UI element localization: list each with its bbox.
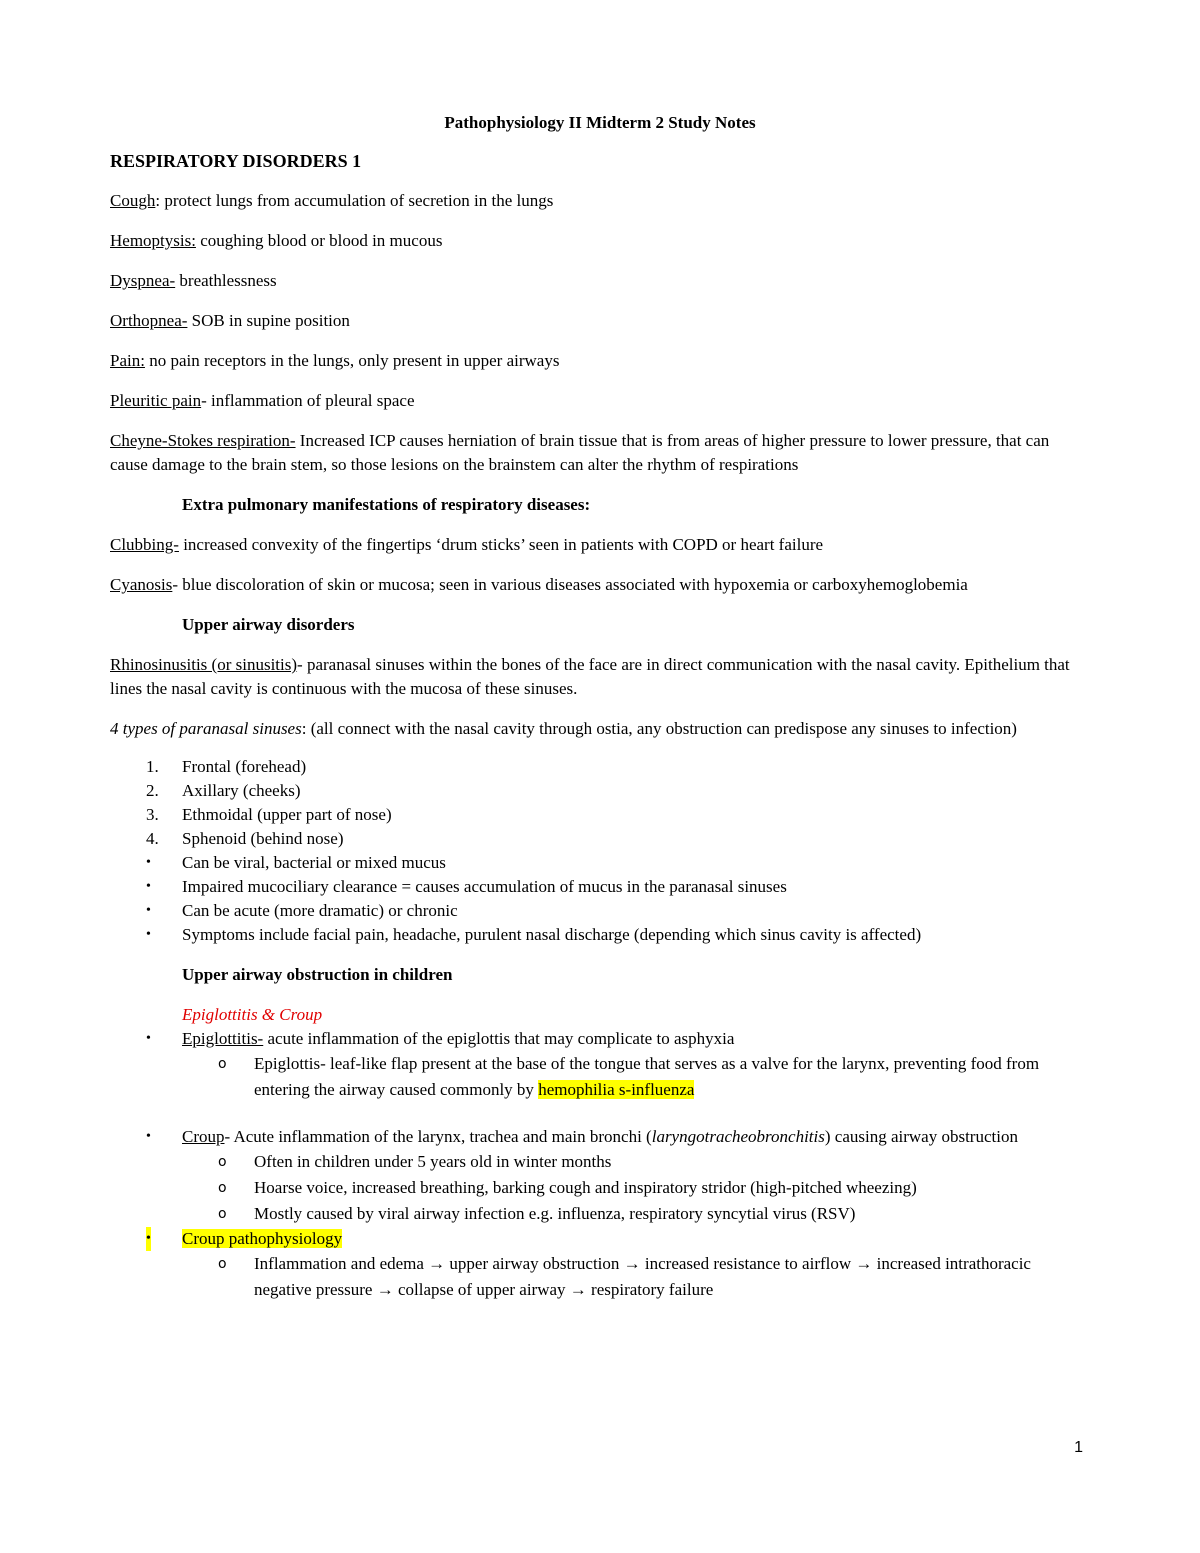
list-text: - Acute inflammation of the larynx, trachea and main bronchi ( <box>224 1127 652 1146</box>
definition-cheyne-stokes <box>110 429 1090 477</box>
list-item <box>110 923 1090 947</box>
term: Croup <box>182 1127 225 1146</box>
bullet-icon: • <box>146 1129 151 1144</box>
definition-clubbing <box>110 533 1090 557</box>
term: Pain: <box>110 351 145 370</box>
sub-list-item <box>182 1175 1090 1201</box>
italic-term: laryngotracheobronchitis <box>651 1127 825 1146</box>
definition-pleuritic-pain <box>110 389 1090 413</box>
circle-bullet-icon: o <box>218 1056 227 1072</box>
list-item <box>110 1125 1090 1227</box>
definition-cyanosis <box>110 573 1090 597</box>
definition-text: SOB in supine position <box>187 311 350 330</box>
list-text: Ethmoidal (upper part of nose) <box>182 805 392 824</box>
list-number: 1. <box>146 757 159 776</box>
term: Clubbing- <box>110 535 179 554</box>
croup-list <box>110 1125 1090 1303</box>
list-item <box>110 851 1090 875</box>
subheading-extrapulmonary: Extra pulmonary manifestations of respiratory diseases: <box>182 495 591 514</box>
list-item <box>110 875 1090 899</box>
bullet-icon: • <box>146 855 151 870</box>
sub-list <box>110 1149 1090 1227</box>
definition-text: : protect lungs from accumulation of secretion in the lungs <box>155 191 554 210</box>
document-body <box>110 111 1090 1303</box>
list-text: Mostly caused by viral airway infection e.g. influenza, respiratory syncytial virus (RSV) <box>254 1204 856 1223</box>
section-heading: RESPIRATORY DISORDERS 1 <box>110 151 362 171</box>
list-text: Impaired mucociliary clearance = causes accumulation of mucus in the paranasal sinuses <box>182 877 787 896</box>
list-item <box>110 899 1090 923</box>
definition-hemoptysis <box>110 229 1090 253</box>
sub-list <box>110 1051 1090 1103</box>
definition-text: - blue discoloration of skin or mucosa; seen in various diseases associated with hypoxemia or carboxyhemoglobemia <box>172 575 968 594</box>
definition-text: increased convexity of the fingertips ‘drum sticks’ seen in patients with COPD or heart failure <box>178 535 824 554</box>
highlighted-text: Croup pathophysiology <box>182 1229 343 1248</box>
list-text: Axillary (cheeks) <box>182 781 301 800</box>
sub-list-item <box>182 1201 1090 1227</box>
definition-rhinosinusitis <box>110 653 1090 701</box>
definition-pain <box>110 349 1090 373</box>
sub-list-item <box>182 1149 1090 1175</box>
term: Epiglottitis- <box>182 1029 264 1048</box>
paranasal-types-paragraph <box>110 717 1090 741</box>
circle-bullet-icon: o <box>218 1180 227 1196</box>
definition-text: Increased ICP causes herniation of brain tissue that is from areas of higher pressure to lower pressure, that can cause damage to the brain stem, so those lesions on the brainstem can alter the rhythm of respirations <box>110 431 1050 474</box>
list-text: ) causing airway obstruction <box>824 1127 1018 1146</box>
bullet-icon: • <box>146 879 151 894</box>
term: Orthopnea- <box>110 311 188 330</box>
list-text: Epiglottis- leaf-like flap present at the base of the tongue that serves as a valve for the larynx, preventing food from entering the airway caused commonly by <box>254 1054 1040 1099</box>
list-number: 3. <box>146 805 159 824</box>
bullet-icon: • <box>146 1227 151 1251</box>
term: Cyanosis <box>110 575 173 594</box>
list-item <box>110 803 1090 827</box>
definition-text: coughing blood or blood in mucous <box>195 231 443 250</box>
sub-list-item <box>182 1051 1090 1103</box>
epiglottitis-list <box>110 1027 1090 1103</box>
list-item <box>110 779 1090 803</box>
document-title: Pathophysiology II Midterm 2 Study Notes <box>444 113 756 132</box>
bullet-icon: • <box>146 1031 151 1046</box>
term: Pleuritic pain <box>110 391 202 410</box>
subheading-upper-airway: Upper airway disorders <box>182 615 355 634</box>
highlighted-text: hemophilia s-influenza <box>538 1080 695 1099</box>
sub-list <box>110 1251 1090 1303</box>
list-text: Frontal (forehead) <box>182 757 307 776</box>
list-item <box>110 1227 1090 1303</box>
list-text: Sphenoid (behind nose) <box>182 829 344 848</box>
list-text: Symptoms include facial pain, headache, purulent nasal discharge (depending which sinus cavity is affected) <box>182 925 922 944</box>
subheading-children: Upper airway obstruction in children <box>182 965 453 984</box>
term: Cheyne-Stokes respiration- <box>110 431 296 450</box>
definition-text: no pain receptors in the lungs, only present in upper airways <box>144 351 560 370</box>
list-text: acute inflammation of the epiglottis that may complicate to asphyxia <box>263 1029 735 1048</box>
bullet-icon: • <box>146 903 151 918</box>
sinus-list <box>110 755 1090 851</box>
sub-list-item <box>182 1251 1090 1303</box>
definition-dyspnea <box>110 269 1090 293</box>
list-number: 4. <box>146 829 159 848</box>
definition-text: breathlessness <box>175 271 277 290</box>
list-item <box>110 755 1090 779</box>
list-text: Inflammation and edema → upper airway obstruction → increased resistance to airflow → increased intrathoracic negative pressure → collapse of upper airway → respiratory failure <box>254 1254 1031 1299</box>
circle-bullet-icon: o <box>218 1154 227 1170</box>
list-text: Can be viral, bacterial or mixed mucus <box>182 853 446 872</box>
circle-bullet-icon: o <box>218 1206 227 1222</box>
bullet-icon: • <box>146 927 151 942</box>
term: Cough <box>110 191 156 210</box>
term: Rhinosinusitis (or sinusitis) <box>110 655 298 674</box>
term: Dyspnea- <box>110 271 176 290</box>
term: Hemoptysis: <box>110 231 196 250</box>
definition-orthopnea <box>110 309 1090 333</box>
page-number: 1 <box>1074 1439 1083 1456</box>
definition-text: : (all connect with the nasal cavity through ostia, any obstruction can predispose any sinuses to infection) <box>301 719 1017 738</box>
circle-bullet-icon: o <box>218 1256 227 1272</box>
sinusitis-bullets <box>110 851 1090 947</box>
list-text: Can be acute (more dramatic) or chronic <box>182 901 458 920</box>
list-item <box>110 1027 1090 1103</box>
list-text: Hoarse voice, increased breathing, barking cough and inspiratory stridor (high-pitched wheezing) <box>254 1178 917 1197</box>
term: 4 types of paranasal sinuses <box>110 719 302 738</box>
list-text: Often in children under 5 years old in winter months <box>254 1152 612 1171</box>
subheading-epiglottitis-croup: Epiglottitis & Croup <box>182 1005 323 1024</box>
definition-cough <box>110 189 1090 213</box>
definition-text: - paranasal sinuses within the bones of the face are in direct communication with the nasal cavity. Epithelium that lines the nasal cavity is continuous with the mucosa of these sinuses. <box>110 655 1070 698</box>
list-item <box>110 827 1090 851</box>
list-number: 2. <box>146 781 159 800</box>
definition-text: - inflammation of pleural space <box>201 391 415 410</box>
